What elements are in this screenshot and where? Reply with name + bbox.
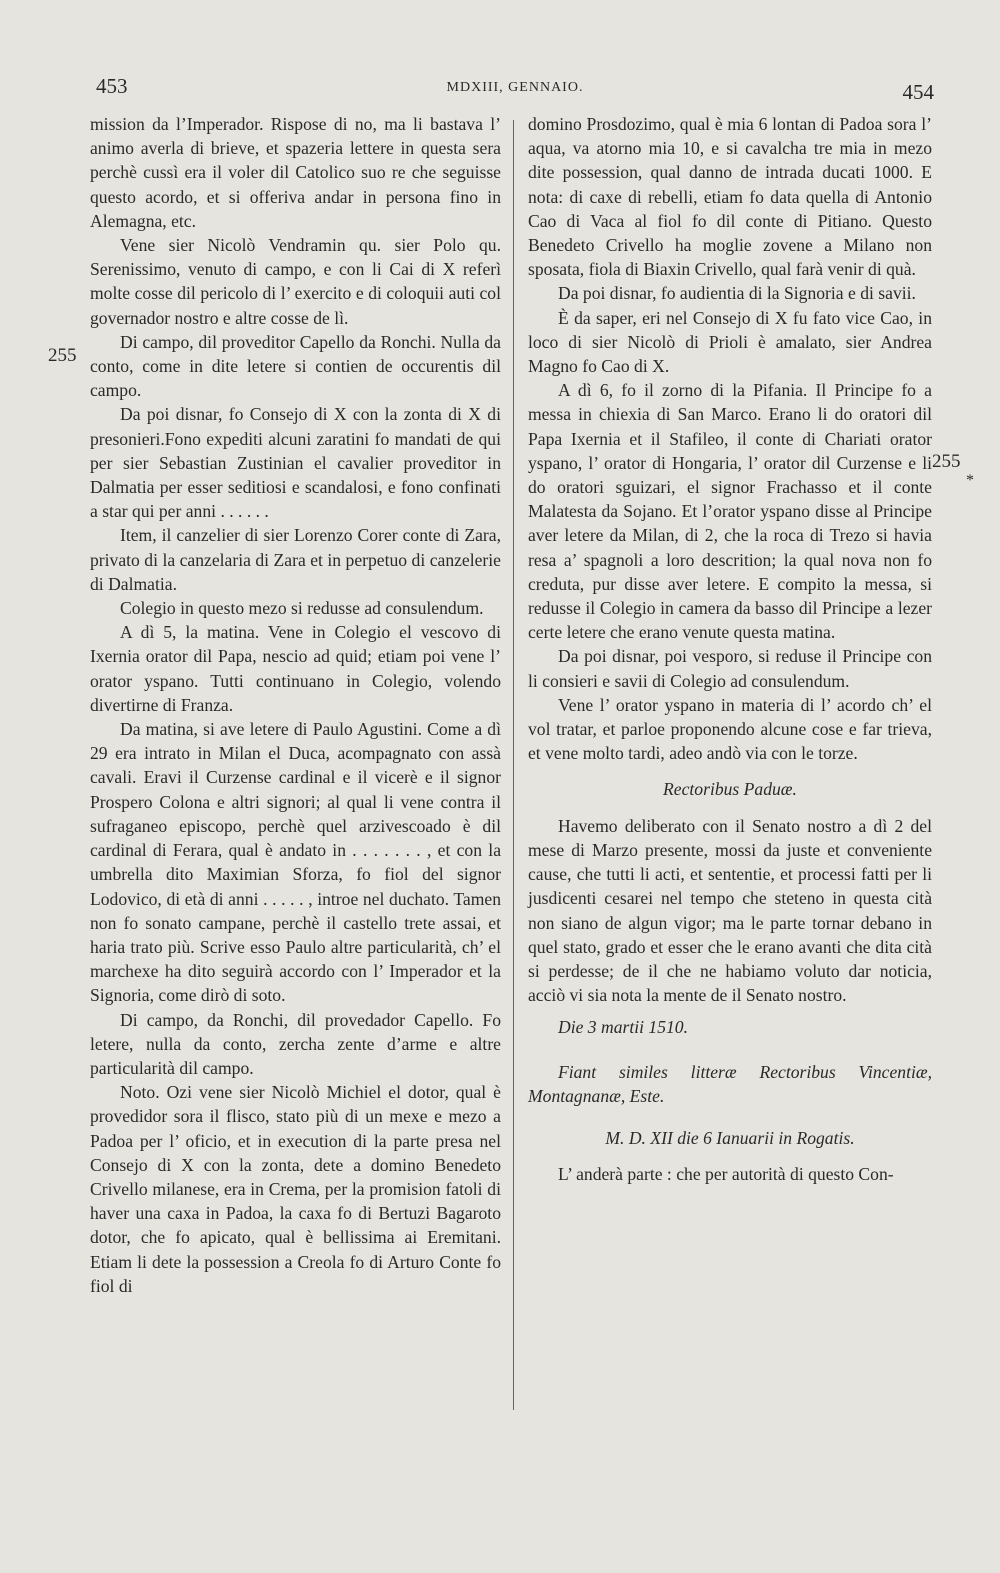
paragraph: Di campo, da Ronchi, dil provedador Capello. Fo letere, nulla da conto, zercha zente d’arme e altre particularità dil campo. <box>90 1009 501 1078</box>
paragraph: È da saper, eri nel Consejo di X fu fato vice Cao, in loco di sier Nicolò di Prioli è amalato, sier Andrea Magno fo Cao di X. <box>528 307 932 377</box>
paragraph: Da poi disnar, poi vesporo, si reduse il Principe con li consieri e savii di Colegio ad consulendum. <box>528 646 932 691</box>
column-divider <box>513 120 514 1410</box>
left-column <box>90 112 501 1298</box>
paragraph: Da poi disnar, fo Consejo di X con la zonta di X di presonieri.Fono expediti alcuni zaratini fo mandati de qui per sier Sebastian Zustinian el cavalier proveditor in Dalmatia per esser seditiosi e scandalosi, e fono confinati a star qui per anni . . . . . . <box>90 404 501 522</box>
paragraph: Vene l’ orator yspano in materia di l’ acordo ch’ el vol tratar, et parloe proponendo alcune cose e far trieva, et vene molto tardi, adeo andò via con le torze. <box>528 694 932 764</box>
paragraph: Di campo, dil proveditor Capello da Ronchi. Nulla da conto, come in dite letere si contien de occurentis dil campo. <box>90 331 501 401</box>
margin-note-left: 255 <box>48 345 77 366</box>
paragraph: Fiant similes litteræ Rectoribus Vincentiæ, Montagnanæ, Este. <box>528 1061 932 1106</box>
section-heading: Rectoribus Paduæ. <box>663 779 797 800</box>
paragraph: Havemo deliberato con il Senato nostro a dì 2 del mese di Marzo presente, mossi da juste et conveniente cause, che tutti li acti, et sententie, et processi fatti per li jusdicenti cesarei nel tempo che steteno in questa cità non siano de algun vigor; ma le parte tornar debano in quel stato, grado et esser che le erano avanti che dita cità si perdesse; de il che ne habiamo voluto dar noticia, acciò vi sia nota la mente de il Senato nostro. <box>528 815 932 1006</box>
paragraph: mission da l’Imperador. Rispose di no, ma li bastava l’ animo averla di brieve, et spazeria lettere in questa sera perchè cussì era il voler dil Catolico suo re che seguisse questo acordo, et si offeriva andar in persona fino in Alemagna, etc. <box>90 114 501 231</box>
margin-mark: * <box>966 472 974 489</box>
paragraph: Item, il canzelier di sier Lorenzo Corer conte di Zara, privato di la canzelaria di Zara et in perpetuo di canzelerie di Dalmatia. <box>90 525 501 594</box>
paragraph: Vene sier Nicolò Vendramin qu. sier Polo qu. Serenissimo, venuto di campo, e con li Cai di X referì molte cosse dil pericolo di l’ exercito e di coloquii auti col governador nostro e altre cosse de lì. <box>90 235 501 328</box>
page-number-right: 454 <box>902 80 934 104</box>
paragraph: domino Prosdozimo, qual è mia 6 lontan di Padoa sora l’ aqua, va atorno mia 10, e si cavalcha tre mia in mezo dite possession, qual danno de intrada ducati 1000. E nota: di caxe di rebelli, etiam fo data quella di Antonio Cao di Vaca al fiol fo dil conte di Pitiano. Questo Benedeto Crivello ha moglie zovene a Milano non sposata, fiola di Biaxin Crivello, qual farà venir di quà. <box>528 114 932 280</box>
paragraph: Colegio in questo mezo si redusse ad consulendum. <box>120 598 484 619</box>
paragraph: A dì 5, la matina. Vene in Colegio el vescovo di Ixernia orator dil Papa, nescio ad quid; etiam poi vene l’ orator yspano. Tutti continuano in Colegio, volendo divertirne di Franza. <box>90 622 501 715</box>
running-header <box>96 74 934 104</box>
header-title: MDXIII, GENNAIO. <box>446 80 584 95</box>
date-line: Die 3 martii 1510. <box>558 1017 688 1038</box>
paragraph: Da matina, si ave letere di Paulo Agustini. Come a dì 29 era intrato in Milan el Duca, acompagnato con assà cavali. Eravi il Curzense cardinal e il vicerè e il signor Prospero Colona e altri signori; al qual li vene contra il sufraganeo episcopo, perchè quel arzivescoado è dil cardinal di Ferara, qual è andato in . . . . . . . , et con la umbrella dito Maximian Sforza, fo fiol del signor Lodovico, di età di anni . . . . . , introe nel duchato. Tamen non fo sonato campane, perchè il castello trete assai, et haria trato più. Scrive esso Paulo altre particularità, ch’ el marchexe ha dito seguirà accordo con l’ Imperador et la Signoria, come dirò di soto. <box>90 719 501 1006</box>
paragraph: A dì 6, fo il zorno di la Pifania. Il Principe fo a messa in chiexia di San Marco. Erano li do oratori dil Papa Ixernia et il Stafileo, il conte di Chariati orator yspano, l’ orator di Hongaria, l’ orator dil Curzense e li do oratori sguizari, el signor Frachasso et il conte Malatesta da Sojano. Et l’orator yspano disse al Principe aver letere da Milan, di 2, che la roca di Trezo si havia resa a’ spagnoli a loro descrition; la qual nova non fo creduta, pur disse aver letere. E compito la messa, si redusse il Colegio in camera da basso dil Principe a lezer certe letere che erano venute questa matina. <box>528 380 932 643</box>
paragraph: Da poi disnar, fo audientia di la Signoria e di savii. <box>558 283 916 304</box>
paragraph: Noto. Ozi vene sier Nicolò Michiel el dotor, qual è provedidor sora il flisco, stato più di un mexe e mezo a Padoa per l’ oficio, et in execution di la parte presa nel Consejo di X con la zonta, dete a domino Benedeto Crivello milanese, era in Crema, per la promision fatoli di haver una caxa in Padoa, la caxa fo di Bertuzi Bagaroto dotor, che fo apicato, qual è bellissima ai Eremitani. Etiam li dete la possession a Creola fo di Arturo Conte fo fiol di <box>90 1082 501 1296</box>
paragraph: L’ anderà parte : che per autorità di questo Con- <box>558 1164 894 1185</box>
page-number-left: 453 <box>96 74 128 98</box>
section-heading: M. D. XII die 6 Ianuarii in Rogatis. <box>605 1127 855 1148</box>
right-column <box>528 112 932 1186</box>
margin-note-right: 255 <box>932 451 961 472</box>
